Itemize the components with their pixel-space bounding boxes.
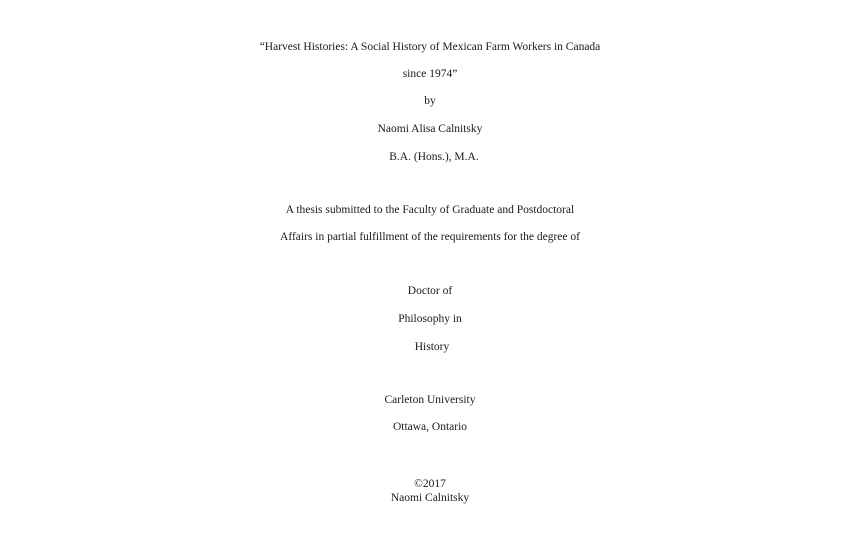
university-location: Ottawa, Ontario xyxy=(392,421,468,433)
author-credentials: B.A. (Hons.), M.A. xyxy=(389,151,479,163)
degree-line-1: Doctor of xyxy=(407,285,453,297)
thesis-title-line-2: since 1974” xyxy=(402,68,458,80)
degree-line-3: History xyxy=(414,341,450,353)
by-label: by xyxy=(424,95,436,107)
author-name: Naomi Alisa Calnitsky xyxy=(377,123,483,135)
thesis-title-line-1: “Harvest Histories: A Social History of Mexican Farm Workers in Canada xyxy=(259,41,601,53)
university-name: Carleton University xyxy=(384,394,476,406)
copyright-year: ©2017 xyxy=(414,478,446,490)
submission-statement-line-1: A thesis submitted to the Faculty of Graduate and Postdoctoral xyxy=(285,204,575,216)
degree-line-2: Philosophy in xyxy=(398,313,462,325)
copyright-holder: Naomi Calnitsky xyxy=(390,492,470,504)
submission-statement-line-2: Affairs in partial fulfillment of the requirements for the degree of xyxy=(280,231,580,243)
